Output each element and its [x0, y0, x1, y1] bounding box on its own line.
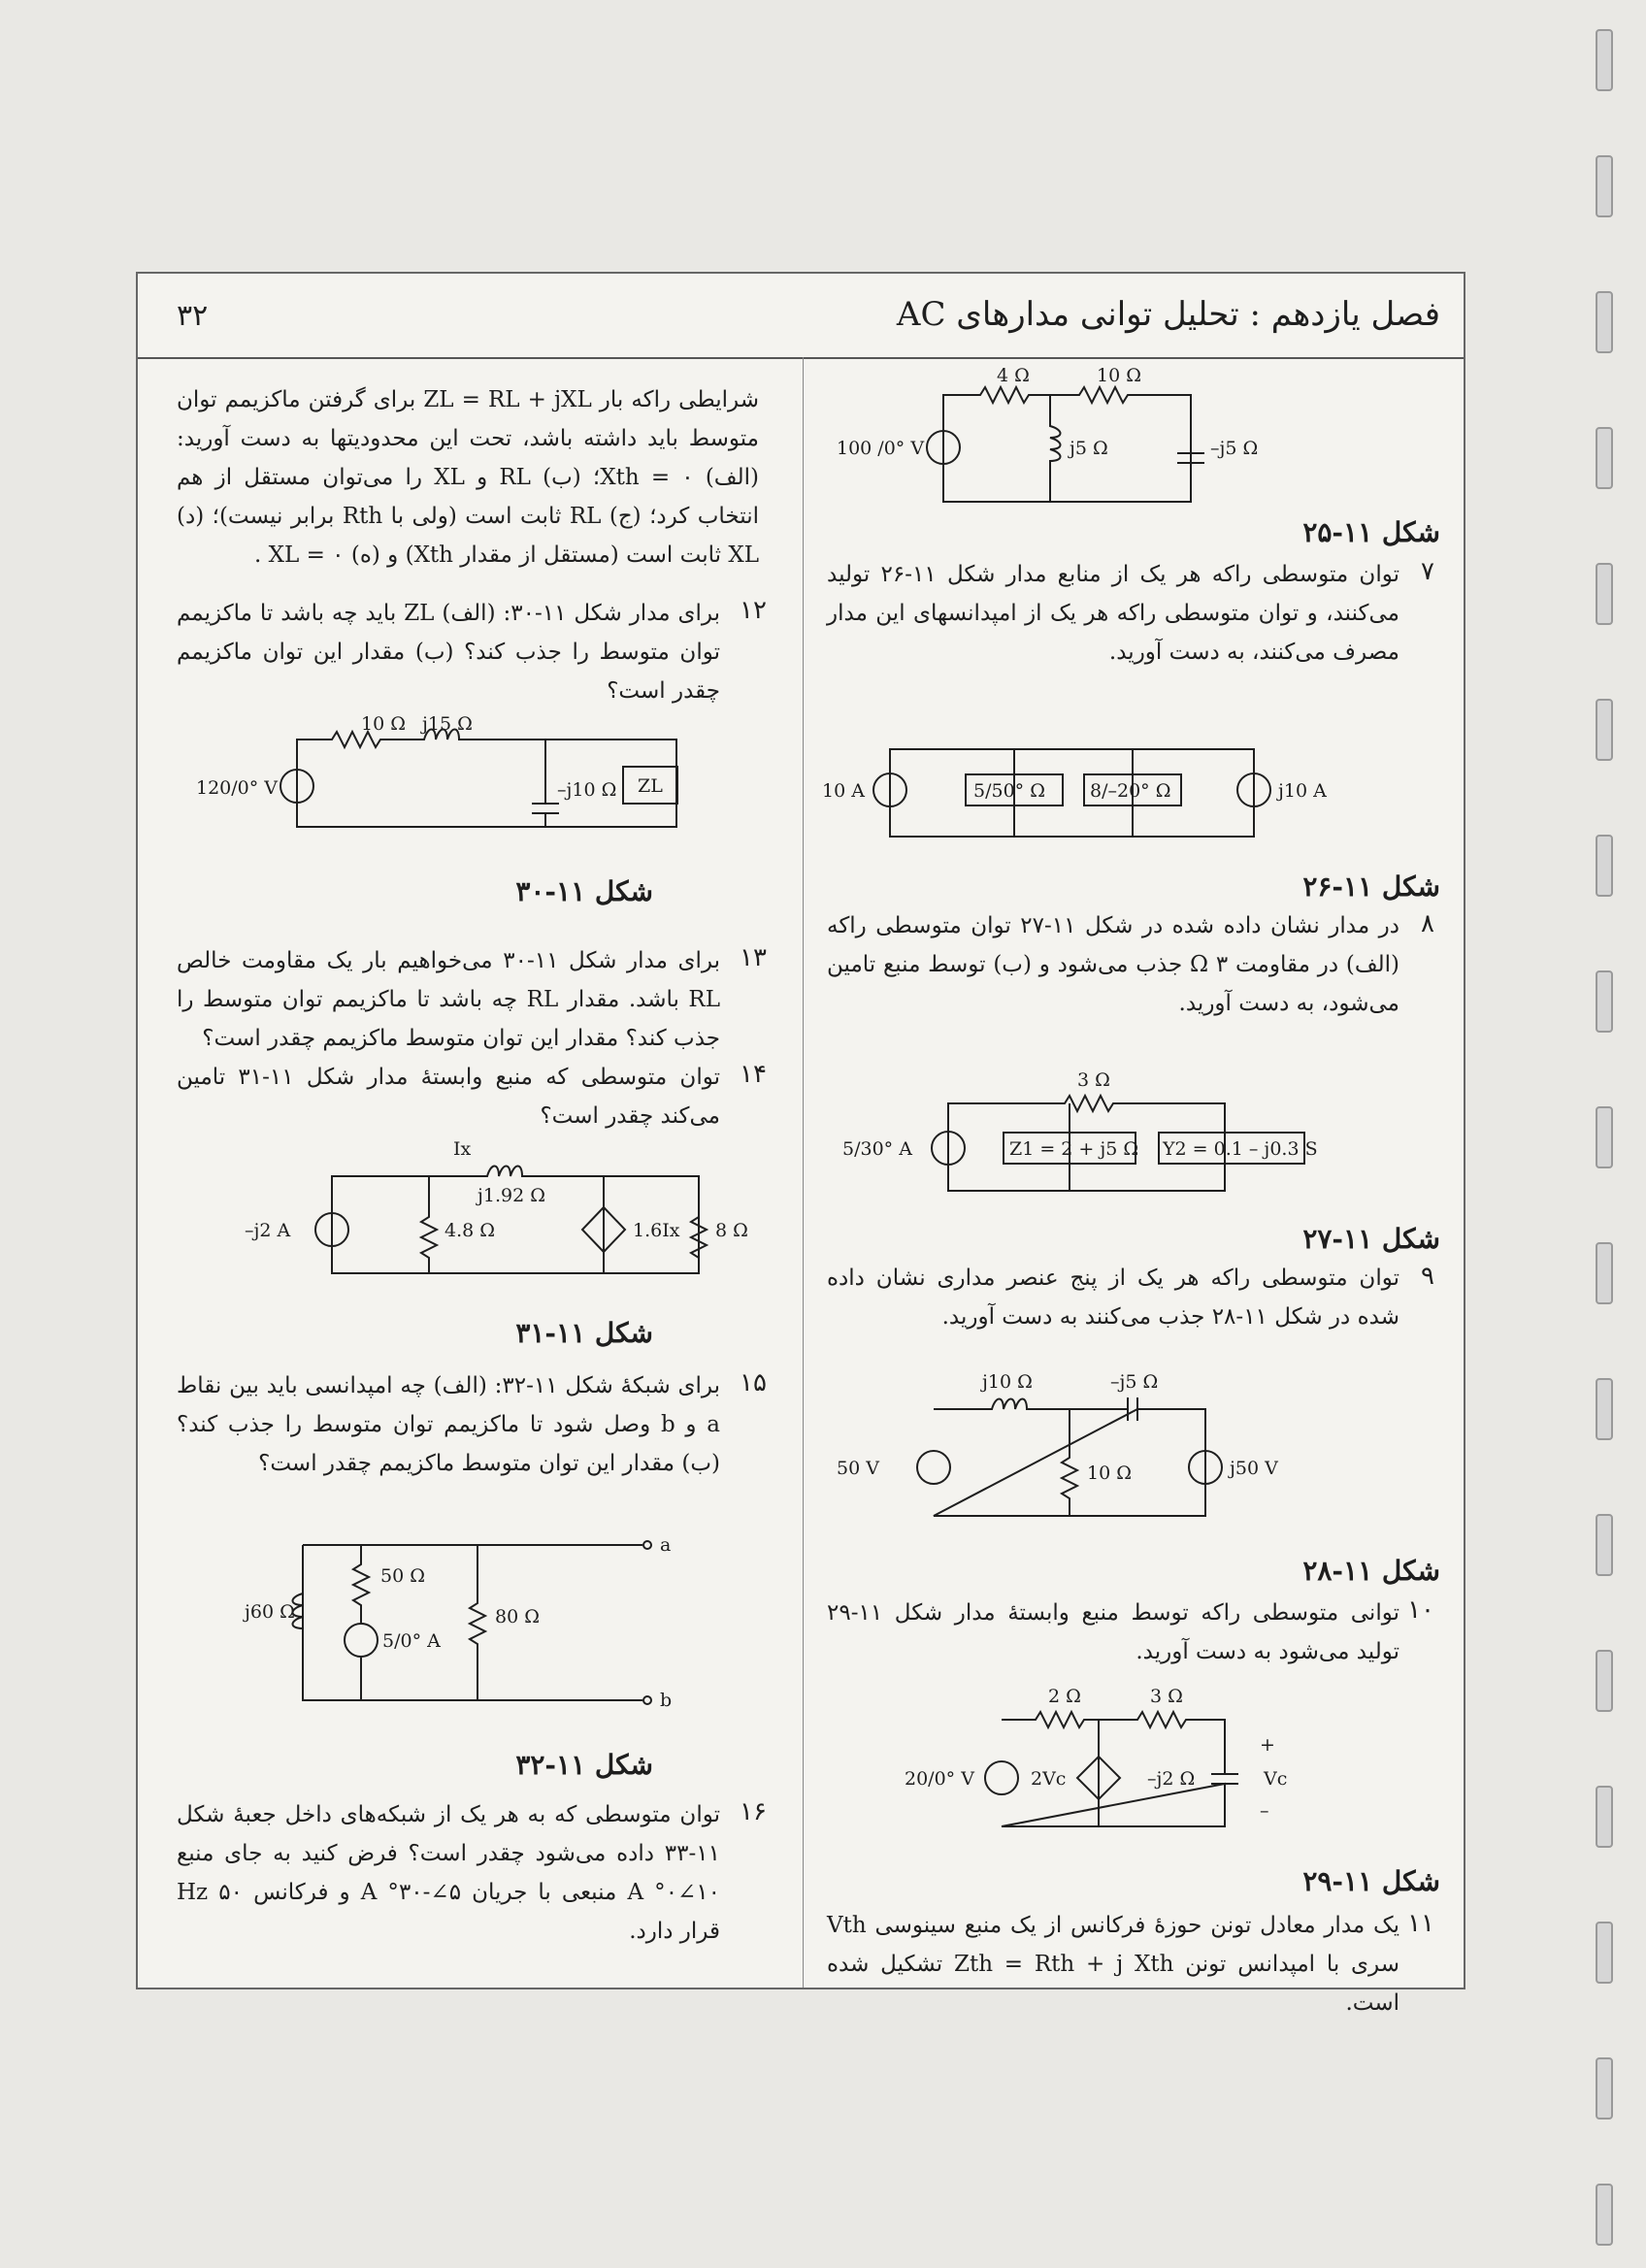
figure-caption: شکل ۱۱-۳۲	[515, 1749, 653, 1781]
inductor-label: j5 Ω	[1070, 438, 1108, 459]
plus-sign: +	[1260, 1734, 1275, 1756]
source-label: 5/30° A	[842, 1138, 912, 1160]
problem-number: ۹	[1421, 1262, 1434, 1291]
problem-text: توان متوسطی راکه هر یک از پنج عنصر مداری نشان داده شده در شکل ۱۱-۲۸ جذب می‌کنند به دست آورید.	[827, 1265, 1399, 1330]
impedance-label: Z1 = 2 + j5 Ω	[1009, 1138, 1139, 1160]
resistor-label: 3 Ω	[1077, 1069, 1110, 1091]
minus-sign: –	[1260, 1800, 1269, 1822]
circuit-fig-11-31	[196, 1137, 759, 1293]
source-label: 5/0° A	[382, 1630, 441, 1652]
problem-text: برای شبکهٔ شکل ۱۱-۳۲: (الف) چه امپدانسی باید بین نقاط a و b وصل شود تا ماکزیمم توان متوسط را جذب کند؟ (ب) مقدار این توان متوسط ماکزیمم چقدر است؟	[177, 1373, 720, 1476]
impedance-label: 5/50° Ω	[973, 780, 1045, 802]
resistor-label: 2 Ω	[1048, 1686, 1081, 1707]
figure-caption: شکل ۱۱-۲۸	[1302, 1555, 1440, 1587]
inductor-label: j10 Ω	[982, 1371, 1033, 1393]
source-label: 50 V	[837, 1458, 879, 1479]
inductor-label: j1.92 Ω	[477, 1185, 545, 1206]
terminal-b: b	[660, 1690, 673, 1711]
problem-text: در مدار نشان داده شده در شکل ۱۱-۲۷ توان متوسطی راکه (الف) در مقاومت Ω ۳ جذب می‌شود و (ب) توسط منبع تامین می‌شود، به دست آورید.	[827, 913, 1400, 1016]
figure-caption: شکل ۱۱-۲۹	[1302, 1865, 1440, 1897]
circuit-fig-11-32	[225, 1526, 710, 1720]
problem-number: ۱۴	[740, 1060, 767, 1089]
problem-text: توانی متوسطی راکه توسط منبع وابستهٔ مدار شکل ۱۱-۲۹ تولید می‌شود به دست آورید.	[827, 1600, 1399, 1664]
resistor-label: 80 Ω	[495, 1606, 540, 1627]
capacitor-label: –j10 Ω	[557, 779, 617, 801]
vc-label: Vc	[1264, 1768, 1288, 1790]
problem-number: ۱۲	[740, 596, 767, 625]
circuit-fig-11-27	[837, 1065, 1399, 1210]
problem-number: ۱۳	[740, 943, 767, 972]
inductor-label: j60 Ω	[245, 1601, 295, 1623]
dependent-source-label: 1.6Ix	[633, 1220, 680, 1241]
source-label: 100 /0° V	[837, 438, 925, 459]
intro-paragraph: شرایطی راکه بار ZL = RL + jXL برای گرفتن ماکزیمم توان متوسط باید داشته باشد، تحت این محدودیتها به دست آورید: (الف) Xth = ۰؛ (ب) RL و XL را می‌توان مستقل از هم انتخاب کرد؛ (ج) RL ثابت است (ولی با Rth برابر نیست)؛ (د) XL ثابت است (مستقل از مقدار Xth) و (ه) XL = ۰ .	[177, 387, 759, 568]
column-divider	[803, 357, 804, 1988]
book-page	[136, 272, 1465, 2016]
resistor-label: 4 Ω	[997, 365, 1030, 386]
dependent-source-label: 2Vc	[1031, 1768, 1067, 1790]
problem-number: ۸	[1421, 909, 1434, 938]
resistor-label: 8 Ω	[715, 1220, 748, 1241]
problem-text: توان متوسطی که به هر یک از شبکه‌های داخل جعبهٔ شکل ۱۱-۳۳ داده می‌شود چقدر است؟ فرض کنید به جای منبع ۱۰∠۰° A منبعی با جریان ۵∠-۳۰° A و فرکانس ۵۰ Hz قرار دارد.	[177, 1802, 721, 1944]
source-label: 10 A	[822, 780, 865, 802]
figure-caption: شکل ۱۱-۲۶	[1302, 871, 1440, 903]
problem-text: برای مدار شکل ۱۱-۳۰: (الف) ZL باید چه باشد تا ماکزیمم توان متوسط را جذب کند؟ (ب) مقدار این توان ماکزیمم چقدر است؟	[177, 601, 720, 704]
load-label: ZL	[638, 775, 663, 797]
capacitor-label: –j5 Ω	[1110, 1371, 1159, 1393]
problem-number: ۱۰	[1407, 1595, 1434, 1625]
figure-caption: شکل ۱۱-۳۱	[515, 1317, 653, 1349]
source-label: –j2 A	[245, 1220, 291, 1241]
problem-text: توان متوسطی راکه هر یک از منابع مدار شکل ۱۱-۲۶ تولید می‌کنند، و توان متوسطی راکه هر یک از امپدانسهای این مدار مصرف می‌کنند، به دست آورید.	[827, 562, 1399, 665]
figure-caption: شکل ۱۱-۲۵	[1302, 516, 1440, 548]
source-label: 20/0° V	[905, 1768, 974, 1790]
problem-text: توان متوسطی که منبع وابستهٔ مدار شکل ۱۱-۳۱ تامین می‌کند چقدر است؟	[177, 1065, 720, 1129]
capacitor-label: –j5 Ω	[1210, 438, 1259, 459]
source-label: 120/0° V	[196, 777, 279, 799]
ix-label: Ix	[453, 1138, 472, 1160]
resistor-label: 10 Ω	[1097, 365, 1141, 386]
resistor-label: 4.8 Ω	[444, 1220, 496, 1241]
resistor-label: 10 Ω	[1087, 1463, 1132, 1484]
impedance-label: 8/–20° Ω	[1090, 780, 1171, 802]
resistor-label: 10 Ω	[361, 713, 406, 735]
circuit-fig-11-30	[196, 710, 740, 866]
terminal-a: a	[660, 1534, 672, 1556]
circuit-fig-11-29	[856, 1681, 1399, 1846]
page-header	[138, 274, 1464, 359]
source-label: j10 A	[1278, 780, 1327, 802]
page-number: ۳۲	[177, 299, 209, 333]
circuit-fig-11-25	[837, 366, 1380, 511]
chapter-title: فصل یازدهم : تحلیل توانی مدارهای AC	[896, 295, 1440, 334]
resistor-label: 3 Ω	[1150, 1686, 1183, 1707]
problem-number: ۱۶	[740, 1797, 767, 1826]
problem-number: ۷	[1421, 557, 1434, 586]
resistor-label: 50 Ω	[380, 1565, 425, 1587]
admittance-label: Y2 = 0.1 – j0.3 S	[1163, 1138, 1318, 1160]
source-label: j50 V	[1230, 1458, 1278, 1479]
spiral-binding	[1578, 0, 1636, 2268]
capacitor-label: –j2 Ω	[1147, 1768, 1196, 1790]
circuit-fig-11-28	[837, 1370, 1380, 1535]
inductor-label: j15 Ω	[422, 713, 473, 735]
circuit-fig-11-26	[822, 730, 1395, 856]
problem-number: ۱۱	[1407, 1909, 1434, 1938]
problem-text: برای مدار شکل ۱۱-۳۰ می‌خواهیم بار یک مقاومت خالص RL باشد. مقدار RL چه باشد تا ماکزیمم توان متوسط را جذب کند؟ مقدار این توان متوسط ماکزیمم چقدر است؟	[177, 948, 720, 1051]
problem-number: ۱۵	[740, 1368, 767, 1397]
problem-text: یک مدار معادل تونن حوزهٔ فرکانس از یک منبع سینوسی Vth سری با امپدانس تونن Zth = Rth + j Xth تشکیل شده است.	[827, 1913, 1400, 2016]
figure-caption: شکل ۱۱-۲۷	[1302, 1223, 1440, 1255]
figure-caption: شکل ۱۱-۳۰	[515, 875, 653, 907]
